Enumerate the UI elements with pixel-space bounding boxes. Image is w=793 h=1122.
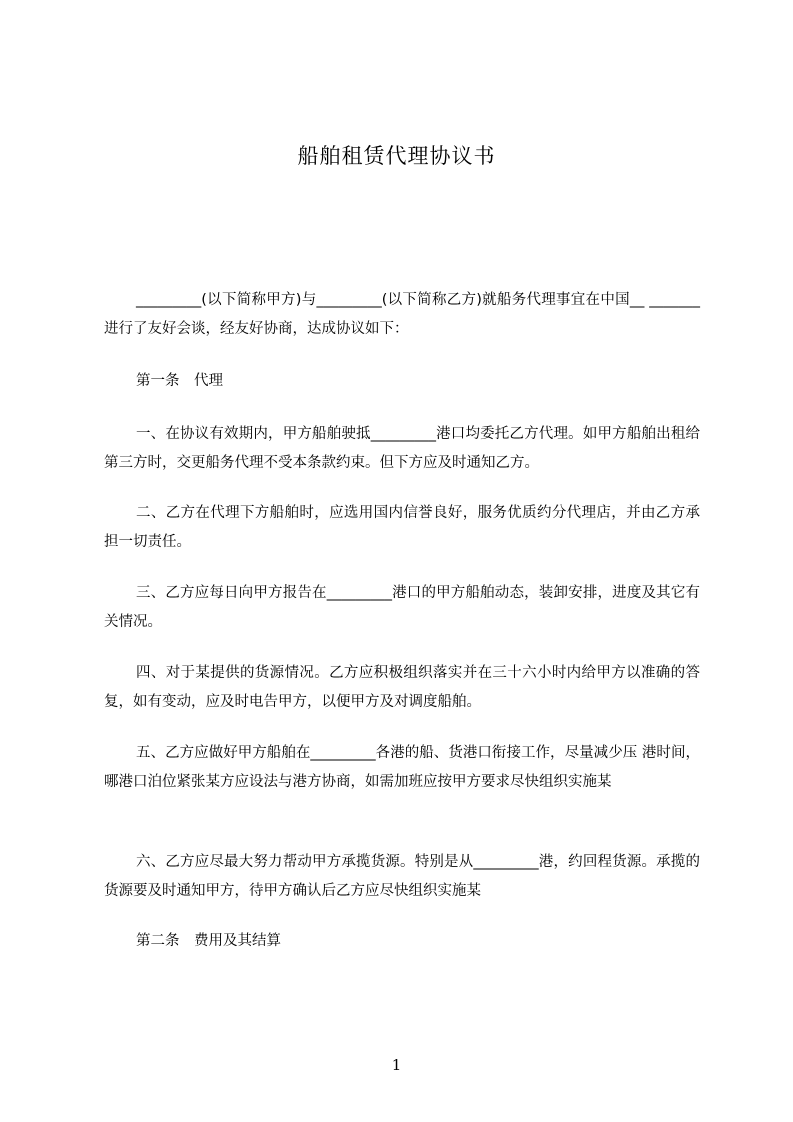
clause-4: 四、对于某提供的货源情况。乙方应积极组织落实并在三十六小时内给甲方以准确的答复，如有变动，应及时电告甲方，以便甲方及对调度船舶。 (104, 665, 700, 710)
intro-paragraph: _________(以下简称甲方)与_________(以下简称乙方)就船务代理事宜在中国__ _______进行了友好会谈，经友好协商，达成协议如下： (104, 292, 700, 337)
clause-6: 六、乙方应尽最大努力帮动甲方承揽货源。特别是从_________港，约回程货源。承揽的货源要及时通知甲方，待甲方确认后乙方应尽快组织实施某 (104, 854, 700, 899)
document-title: 船舶租赁代理协议书 (297, 144, 496, 168)
clause-1: 一、在协议有效期内，甲方船舶驶抵_________港口均委托乙方代理。如甲方船舶出租给第三方时，交更船务代理不受本条款约束。但下方应及时通知乙方。 (104, 426, 700, 471)
clause-5: 五、乙方应做好甲方船舶在_________各港的船、货港口衔接工作，尽量减少压 港时间，哪港口泊位紧张某方应设法与港方协商，如需加班应按甲方要求尽快组织实施某 (104, 745, 700, 790)
page-number: 1 (391, 1056, 402, 1074)
clause-2: 二、乙方在代理下方船舶时，应选用国内信誉良好，服务优质约分代理店，并由乙方承担一切责任。 (104, 505, 700, 550)
article-2-heading: 第二条 费用及其结算 (136, 933, 281, 949)
clause-3: 三、乙方应每日向甲方报告在_________港口的甲方船舶动态，装卸安排，进度及其它有关情况。 (104, 585, 700, 630)
article-1-heading: 第一条 代理 (136, 373, 223, 389)
